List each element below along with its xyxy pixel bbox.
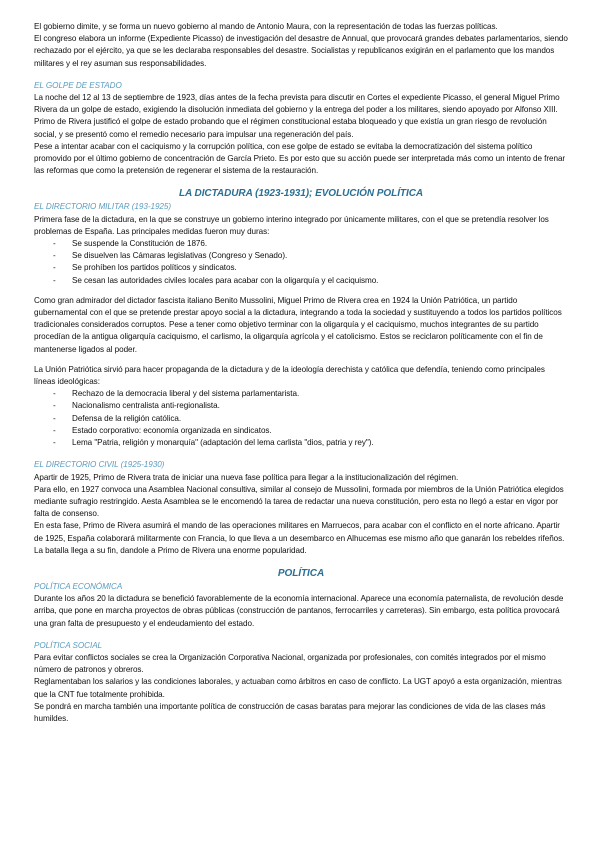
list-item: - Se disuelven las Cámaras legislativas (Congreso y Senado). (34, 250, 568, 262)
medidas-list (34, 238, 568, 287)
intro-paragraph: El gobierno dimite, y se forma un nuevo gobierno al mando de Antonio Maura, con la representación de todas las fuerzas políticas. (34, 22, 498, 31)
section-heading-directorio-militar: EL DIRECTORIO MILITAR (193-1925) (34, 202, 172, 212)
economica-paragraph: Durante los años 20 la dictadura se benefició favorablemente de la economía internacional. Aparece una economía paternalista, de revolución desde arriba, que pone en marcha proyectos de obras públicas (construcción de pantanos, ferrocarriles y carreteras). Sin embargo, esta política provocará una gran falta de presupuesto y el endeudamiento del estado. (34, 594, 564, 628)
social-paragraph: Reglamentaban los salarios y las condiciones laborales, y actuaban como árbitros en caso de conflicto. La UGT apoyó a esta organización, mientras que la CNT fue totalmente prohibida. (34, 677, 562, 699)
list-item: - Defensa de la religión católica. (34, 413, 568, 425)
chapter-title-dictadura: LA DICTADURA (1923-1931); EVOLUCIÓN POLÍTICA (178, 188, 424, 200)
section-heading-politica-economica: POLÍTICA ECONÓMICA (34, 581, 123, 591)
militar-paragraph: La Unión Patriótica sirvió para hacer propaganda de la dictadura y de la ideología derechista y católica que defendía, teniendo como principales líneas ideológicas: (34, 364, 545, 387)
section-heading-directorio-civil: EL DIRECTORIO CIVIL (1925-1930) (34, 460, 165, 470)
social-paragraph: Se pondrá en marcha también una importante política de construcción de casas baratas para mejorar las condiciones de vida de las clases más humildes. (34, 701, 546, 723)
civil-paragraph: Apartir de 1925, Primo de Rivera trata de iniciar una nueva fase política para llegar a la institucionalización del régimen. (34, 472, 459, 482)
social-paragraph: Para evitar conflictos sociales se crea la Organización Corporativa Nacional, organizada por profesionales, con comités integrados por el mismo número de patronos y obreros. (34, 652, 546, 675)
intro-paragraph: El congreso elabora un informe (Expediente Picasso) de investigación del desastre de Annual, que provocará grandes debates parlamentarios, siendo rechazado por el ejército, ya que se les declaraba responsables del desastre. Socialistas y republicanos exigirán en el parlamento que los mandos militares y el rey asuman sus responsabilidades. (34, 34, 568, 68)
section-heading-politica-social: POLÍTICA SOCIAL (34, 640, 103, 650)
militar-paragraph: Como gran admirador del dictador fascista italiano Benito Mussolini, Miguel Primo de Rivera crea en 1924 la Unión Patriótica, un partido gubernamental con el que se pretende prestar apoyo social a la dictadura, integrando a toda la sociedad y sustituyendo a todos los partidos políticos tradicionales considerados corruptos. Pese a tener como objetivo terminar con la oligarquía y el caciquismo, muchos integrantes de su partido procedían de la antigua oligarquía caciquismo, el carlismo, la oligarquía agrícola y el catolicismo. Estos se reciclaron políticamente con el fin de mantenerse ligados al poder. (34, 295, 562, 354)
list-item: - Rechazo de la democracia liberal y del sistema parlamentarista. (34, 388, 568, 400)
golpe-paragraph: Primo de Rivera justificó el golpe de estado probando que el régimen constitucional estaba bloqueado y que existía un gran riesgo de revolución social, y se presentó como el remedio necesario para impulsar una regeneración del país. (34, 117, 547, 139)
list-item: - Nacionalismo centralista anti-regionalista. (34, 400, 568, 412)
list-item: - Se suspende la Constitución de 1876. (34, 238, 568, 250)
militar-paragraph: Primera fase de la dictadura, en la que se construye un gobierno interino integrado por únicamente militares, con el que se pretendía resolver los problemas de España. Las principales medidas fueron muy duras: (34, 214, 549, 236)
chapter-title-politica: POLÍTICA (277, 567, 325, 579)
golpe-paragraph: Pese a intentar acabar con el caciquismo y la corrupción política, con ese golpe de estado se evitaba la democratización del sistema político promovido por el último gobierno de concentración de García Prieto. Es por esto que su acción puede ser interpretada más como un intento de frenar las reformas que como la pretensión de regenerar el sistema de la restauración. (34, 141, 566, 176)
civil-paragraph: Para ello, en 1927 convoca una Asamblea Nacional consultiva, similar al consejo de Mussolini, formada por miembros de la Unión Patriótica elegidos mediante sufragio restringido. Aesta Asamblea se le encomendó la tarea de redactar una nueva constitución, pero esta no llegó a estar en vigor por falta de consenso. (34, 484, 564, 519)
document-page (34, 21, 568, 725)
civil-paragraph: En esta fase, Primo de Rivera asumirá el mando de las operaciones militares en Marruecos, para acabar con el conflicto en el norte africano. Apartir de 1925, España colaborará militarmente con Francia, lo que lleva a un desembarco en Alhucemas ese mismo año que ganarán los rebeldes rifeños. La batalla llega a su fin, dandole a Primo de Rivera una enorme popularidad. (34, 521, 565, 555)
list-item: - Se prohíben los partidos políticos y sindicatos. (34, 262, 568, 274)
list-item: - Estado corporativo: economía organizada en sindicatos. (34, 425, 568, 437)
golpe-paragraph: La noche del 12 al 13 de septiembre de 1923, días antes de la fecha prevista para discutir en Cortes el expediente Picasso, el general Miguel Primo Rivera da un golpe de estado, exigiendo la disolución inmediata del gobierno y la entrega del poder a los militares, siendo apoyado por Alfonso XIII. (34, 93, 560, 115)
list-item: - Lema "Patria, religión y monarquía" (adaptación del lema carlista "dios, patria y rey"). (34, 437, 568, 449)
list-item: - Se cesan las autoridades civiles locales para acabar con la oligarquía y el caciquismo. (34, 275, 568, 287)
section-heading-golpe: EL GOLPE DE ESTADO (34, 80, 122, 90)
lineas-list (34, 388, 568, 449)
